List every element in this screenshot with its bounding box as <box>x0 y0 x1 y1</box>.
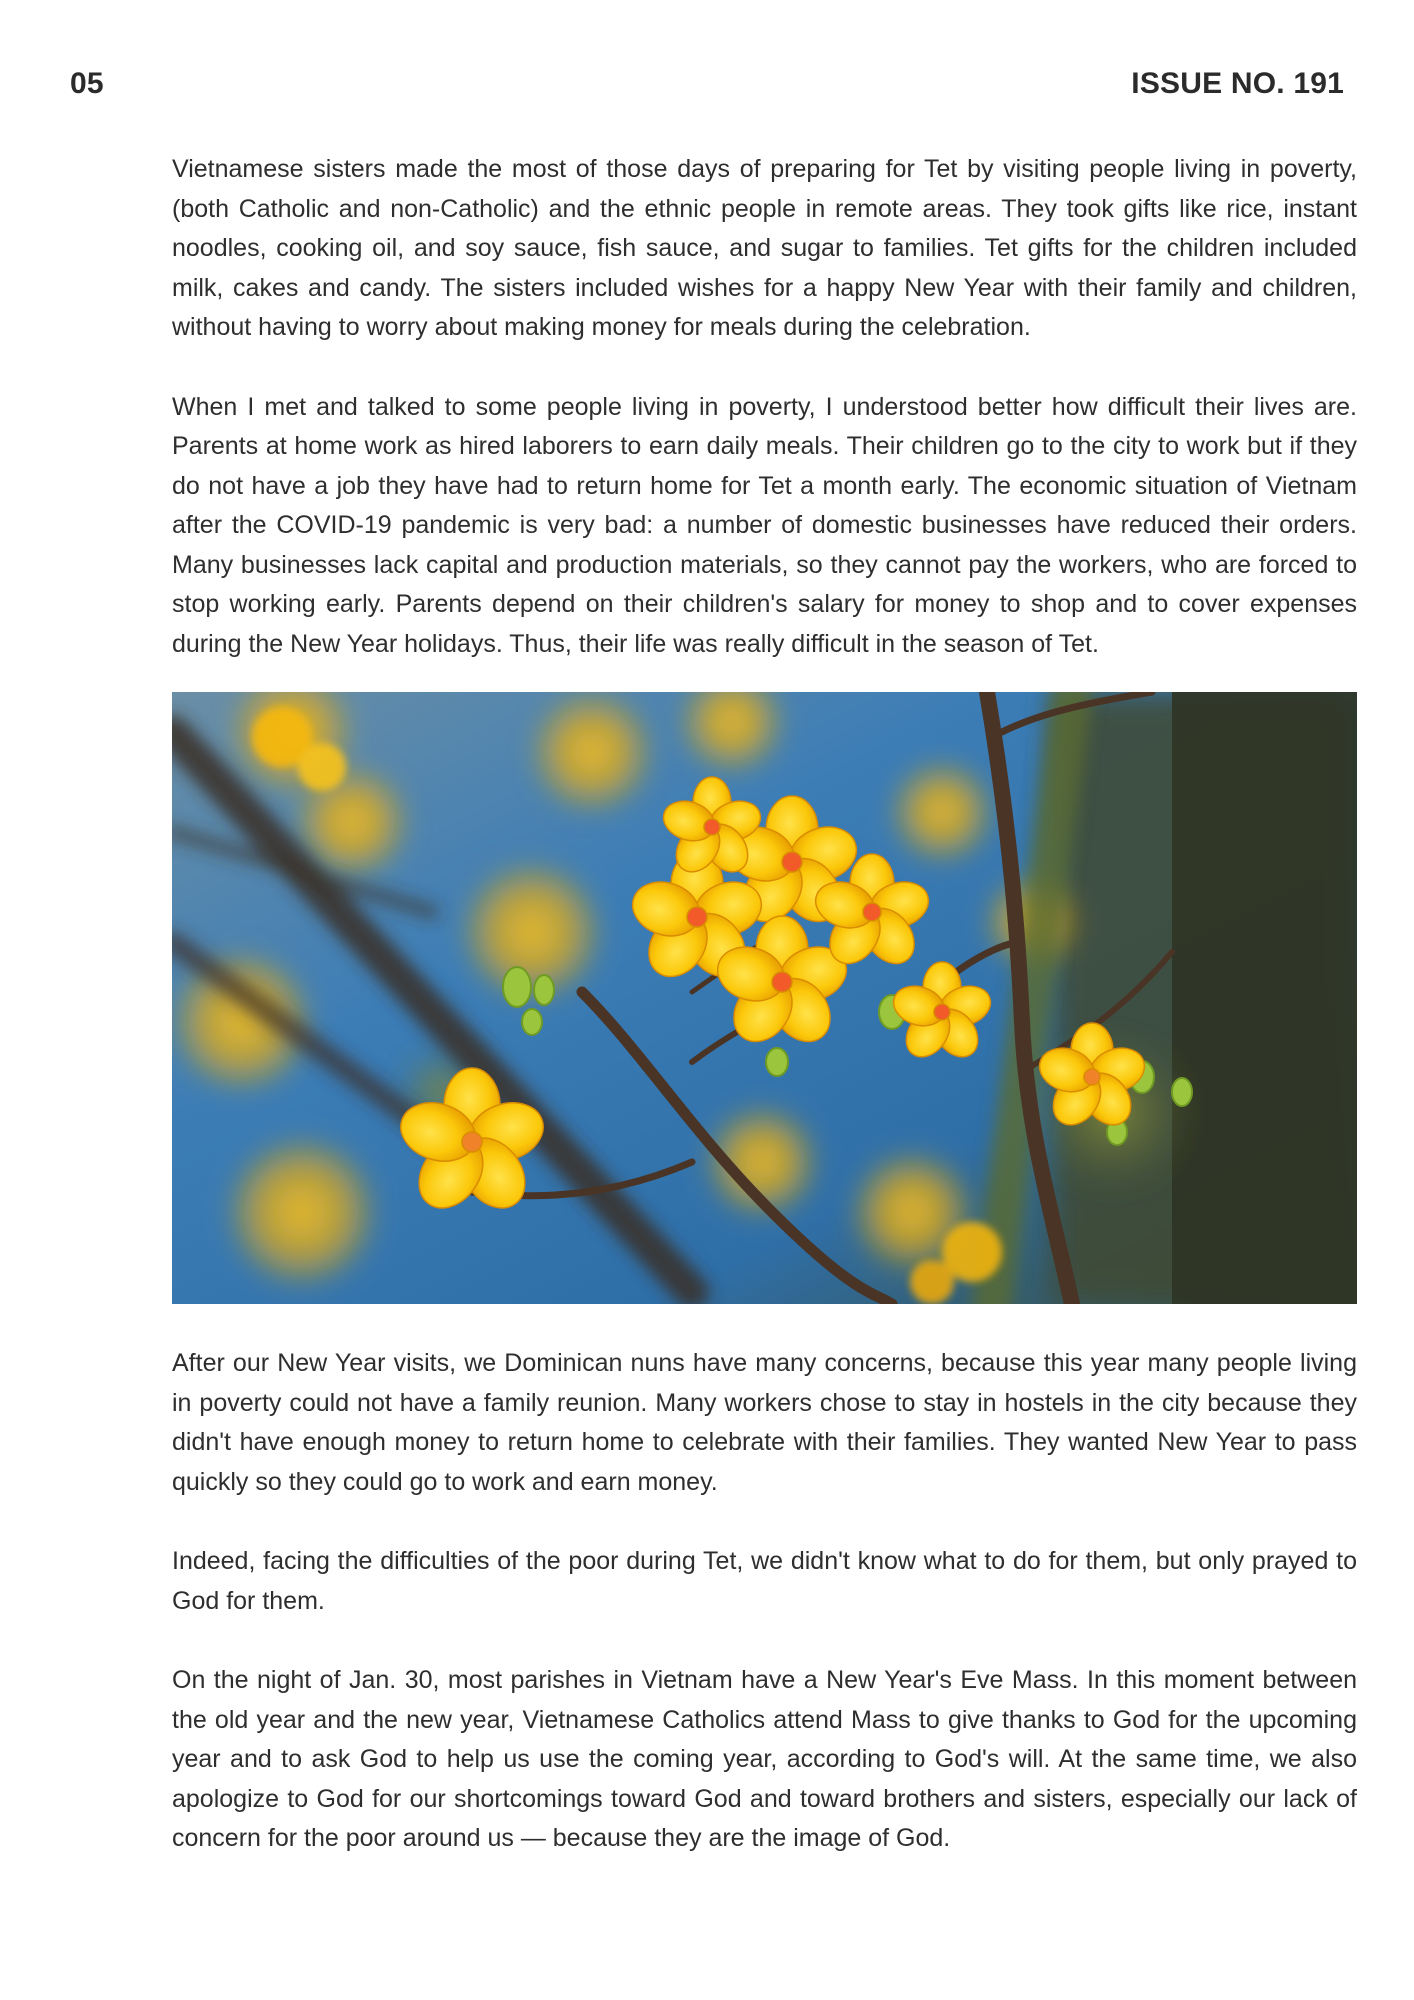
paragraph-2: When I met and talked to some people living in poverty, I understood better how difficult their lives are. Parents at home work as hired laborers to earn daily meals. Their children go to the city to work but if they do not have a job they have had to return home for Tet a month early. The economic situation of Vietnam after the COVID-19 pandemic is very bad: a number of domestic businesses have reduced their orders. Many businesses lack capital and production materials, so they cannot pay the workers, who are forced to stop working early. Parents depend on their children's salary for money to shop and to cover expenses during the New Year holidays. Thus, their life was really difficult in the season of Tet. <box>172 392 1357 658</box>
paragraph-4: Indeed, facing the difficulties of the poor during Tet, we didn't know what to do for them, but only prayed to God for them. <box>172 1547 1357 1615</box>
paragraph-5: On the night of Jan. 30, most parishes in Vietnam have a New Year's Eve Mass. In this moment between the old year and the new year, Vietnamese Catholics attend Mass to give thanks to God for the upcoming year and to ask God to help us use the coming year, according to God's will. At the same time, we also apologize to God for our shortcomings toward God and toward brothers and sisters, especially our lack of concern for the poor around us — because they are the image of God. <box>172 1666 1357 1852</box>
blossom-illustration <box>172 692 1357 1304</box>
article-body <box>172 150 1357 1899</box>
apricot-blossom-photo <box>172 692 1357 1304</box>
page-header <box>70 64 1344 104</box>
paragraph-1: Vietnamese sisters made the most of those days of preparing for Tet by visiting people living in poverty, (both Catholic and non-Catholic) and the ethnic people in remote areas. They took gifts like rice, instant noodles, cooking oil, and soy sauce, fish sauce, and sugar to families. Tet gifts for the children included milk, cakes and candy. The sisters included wishes for a happy New Year with their family and children, without having to worry about making money for meals during the celebration. <box>172 155 1357 341</box>
paragraph-3: After our New Year visits, we Dominican nuns have many concerns, because this year many people living in poverty could not have a family reunion. Many workers chose to stay in hostels in the city because they didn't have enough money to return home to celebrate with their families. They wanted New Year to pass quickly so they could go to work and earn money. <box>172 1349 1357 1496</box>
issue-number: ISSUE NO. 191 <box>1131 67 1344 100</box>
page-number: 05 <box>70 67 104 100</box>
